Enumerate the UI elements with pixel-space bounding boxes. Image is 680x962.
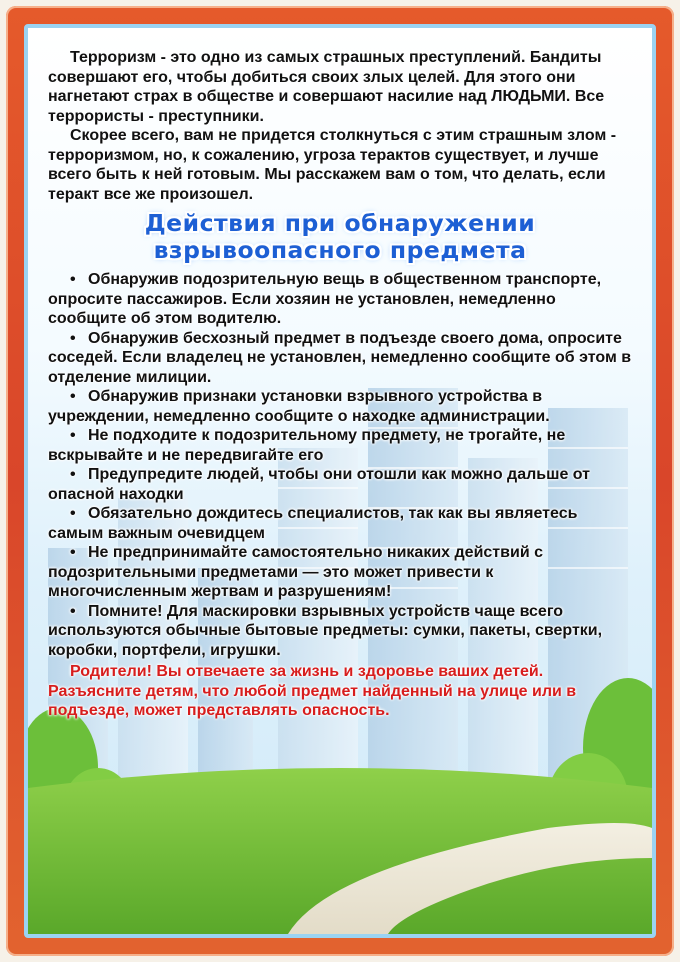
heading-line-1: Действия при обнаружении — [144, 209, 536, 237]
intro-paragraph-1: Терроризм - это одно из самых страшных преступлений. Бандиты совершают его, чтобы добиться своих злых целей. Для этого они нагнетают страх в обществе и совершают насилие над ЛЮДЬМИ. Все террористы - преступники. — [48, 49, 605, 125]
rule-item: • Помните! Для маскировки взрывных устройств чаще всего используются обычные бытовые предметы: сумки, пакеты, свертки, коробки, портфели, игрушки. — [48, 602, 632, 661]
intro-section — [48, 48, 632, 204]
poster-panel — [24, 24, 656, 938]
poster-text — [48, 48, 632, 721]
heading-line-2: взрывоопасного предмета — [153, 236, 527, 264]
intro-paragraph-2: Скорее всего, вам не придется столкнуться с этим страшным злом - терроризмом, но, к сожалению, угроза терактов существует, и лучше всего быть к ней готовым. Мы расскажем вам о том, что делать, если теракт все же произошел. — [48, 127, 617, 203]
rule-item: • Предупредите людей, чтобы они отошли как можно дальше от опасной находки — [48, 465, 632, 504]
rule-item: • Обнаружив подозрительную вещь в общественном транспорте, опросите пассажиров. Если хозяин не установлен, немедленно сообщите об этом водителю. — [48, 270, 632, 329]
rule-item: • Не предпринимайте самостоятельно никаких действий с подозрительными предметами — это может привести к многочисленным жертвам и разрушениям! — [48, 543, 632, 602]
rule-item: • Обнаружив бесхозный предмет в подъезде своего дома, опросите соседей. Если владелец не установлен, немедленно сообщите об этом в отделение милиции. — [48, 329, 632, 388]
section-heading — [48, 210, 632, 264]
rule-item: • Обнаружив признаки установки взрывного устройства в учреждении, немедленно сообщите о находке администрации. — [48, 387, 632, 426]
parents-warning: Родители! Вы отвечаете за жизнь и здоровье ваших детей. Разъясните детям, что любой предмет найденный на улице или в подъезде, может представлять опасность. — [48, 663, 577, 719]
rule-item: • Не подходите к подозрительному предмету, не трогайте, не вскрывайте и не передвигайте его — [48, 426, 632, 465]
rule-item: • Обязательно дождитесь специалистов, так как вы являетесь самым важным очевидцем — [48, 504, 632, 543]
rules-list — [48, 270, 632, 660]
